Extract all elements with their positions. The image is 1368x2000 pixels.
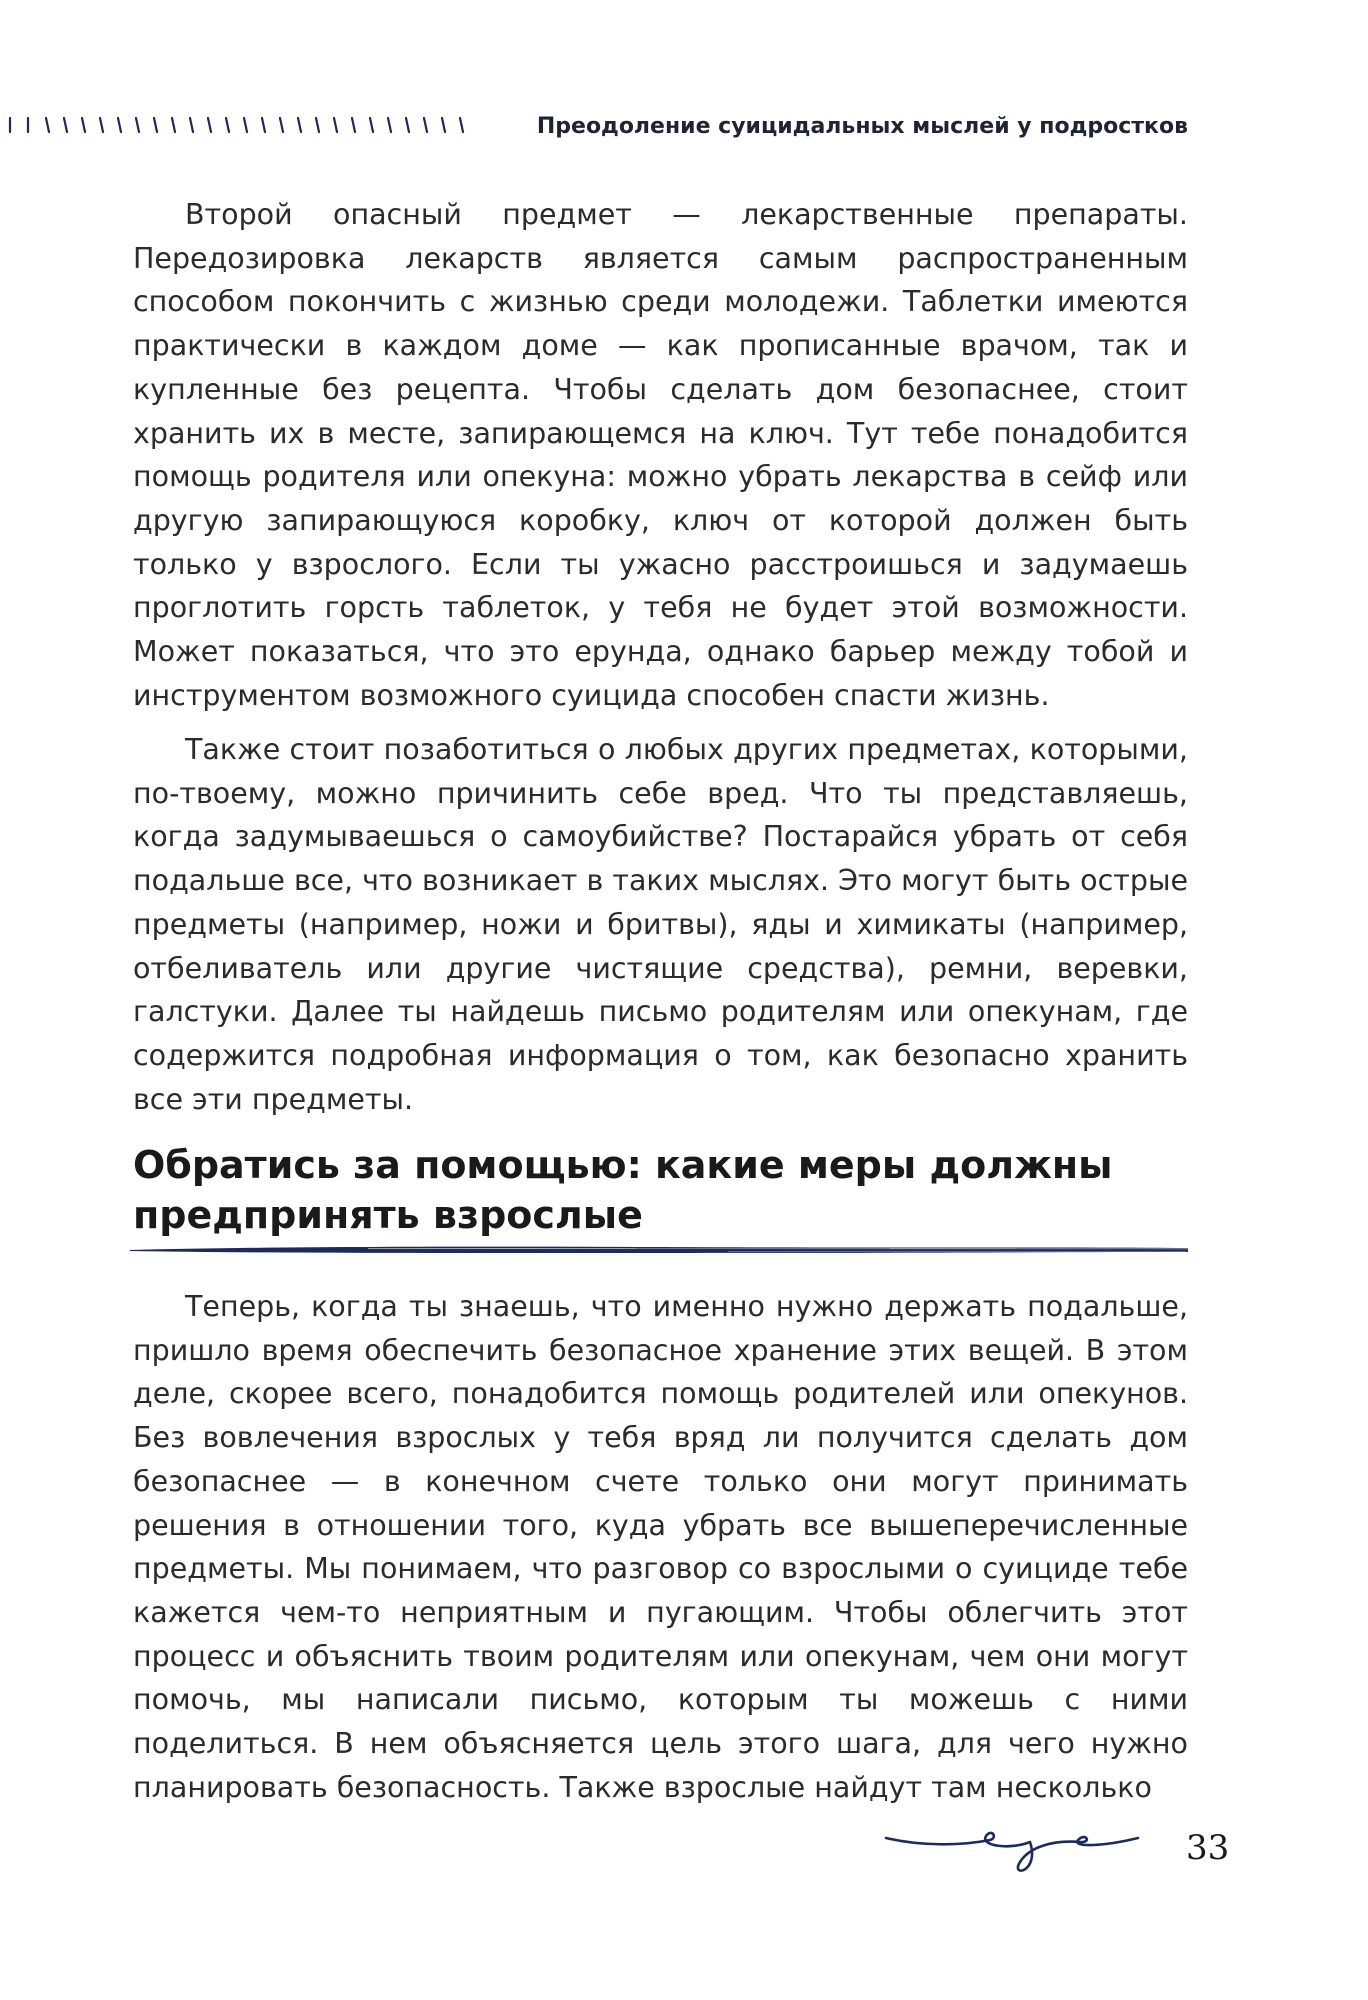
tick-mark [100,118,103,132]
tick-mark [190,118,193,132]
paragraph-ask-adults: Теперь, когда ты знаешь, что именно нужно держать подальше, пришло время обеспечить безопасное хранение этих вещей. В этом деле, скорее всего, понадобится помощь родителей или опекунов. Без вовлечения взрослых у тебя вряд ли получится сделать дом безопаснее — в конечном счете только они могут принимать решения в отношении того, куда убрать все вышеперечисленные предметы. Мы понимаем, что разговор со взрослыми о суициде тебе кажется чем-то неприятным и пугающим. Чтобы облегчить этот процесс и объяснить твоим родителям или опекунам, чем они могут помочь, мы написали письмо, которым ты можешь с ними поделиться. В нем объясняется цель этого шага, для чего нужно планировать безопасность. Также взрослые найдут там несколько [133,1290,1188,1804]
section-heading: Обратись за помощью: какие меры должны предпринять взрослые [133,1143,1113,1237]
tick-mark [64,118,67,132]
tick-mark [154,118,157,132]
tick-mark [298,118,301,132]
paragraph-other-items: Также стоит позаботиться о любых других предметах, которыми, по-твоему, можно причинить себе вред. Что ты представляешь, когда задумываешься о самоубийстве? Постарайся убрать от себя подальше все, что возникает в таких мыслях. Это могут быть острые предметы (например, ножи и бритвы), яды и химикаты (например, отбеливатель или другие чистящие средства), ремни, веревки, галстуки. Далее ты найдешь письмо родителям или опекунам, где содержится подробная информация о том, как безопасно хранить все эти предметы. [133,733,1188,1116]
running-title: Преодоление суицидальных мыслей у подростков [536,114,1188,139]
tick-mark [244,118,247,132]
tick-mark [208,118,211,132]
tick-mark [118,118,121,132]
running-header [0,100,1188,160]
tick-mark [460,118,463,132]
heading-underline-brushstroke [128,1242,1192,1258]
tick-mark [370,118,373,132]
text-block-before-heading [133,193,1188,717]
tick-mark [262,118,265,132]
tick-mark [280,118,283,132]
tick-mark [334,118,337,132]
decorative-tick-marks [4,112,484,142]
tick-mark [226,118,229,132]
paragraph-medications: Второй опасный предмет — лекарственные препараты. Передозировка лекарств является самым распространенным способом покончить с жизнью среди молодежи. Таблетки имеются практически в каждом доме — как прописанные врачом, так и купленные без рецепта. Чтобы сделать дом безопаснее, стоит хранить их в месте, запирающемся на ключ. Тут тебе понадобится помощь родителя или опекуна: можно убрать лекарства в сейф или другую запирающуюся коробку, ключ от которой должен быть только у взрослого. Если ты ужасно расстроишься и задумаешь проглотить горсть таблеток, у тебя не будет этой возможности. Может показаться, что это ерунда, однако барьер между тобой и инструментом возможного суицида способен спасти жизнь. [133,198,1188,712]
page-number: 33 [1186,1828,1230,1868]
tick-mark [82,118,85,132]
text-block-after-heading [133,1285,1188,1809]
tick-mark [136,118,139,132]
tick-mark [352,118,355,132]
tick-mark [46,118,49,132]
tick-mark [406,118,409,132]
decorative-swirl-ornament [880,1812,1160,1892]
tick-mark [424,118,427,132]
tick-mark [388,118,391,132]
text-block-other-items [133,728,1188,1121]
tick-mark [442,118,445,132]
tick-mark [172,118,175,132]
tick-mark [316,118,319,132]
